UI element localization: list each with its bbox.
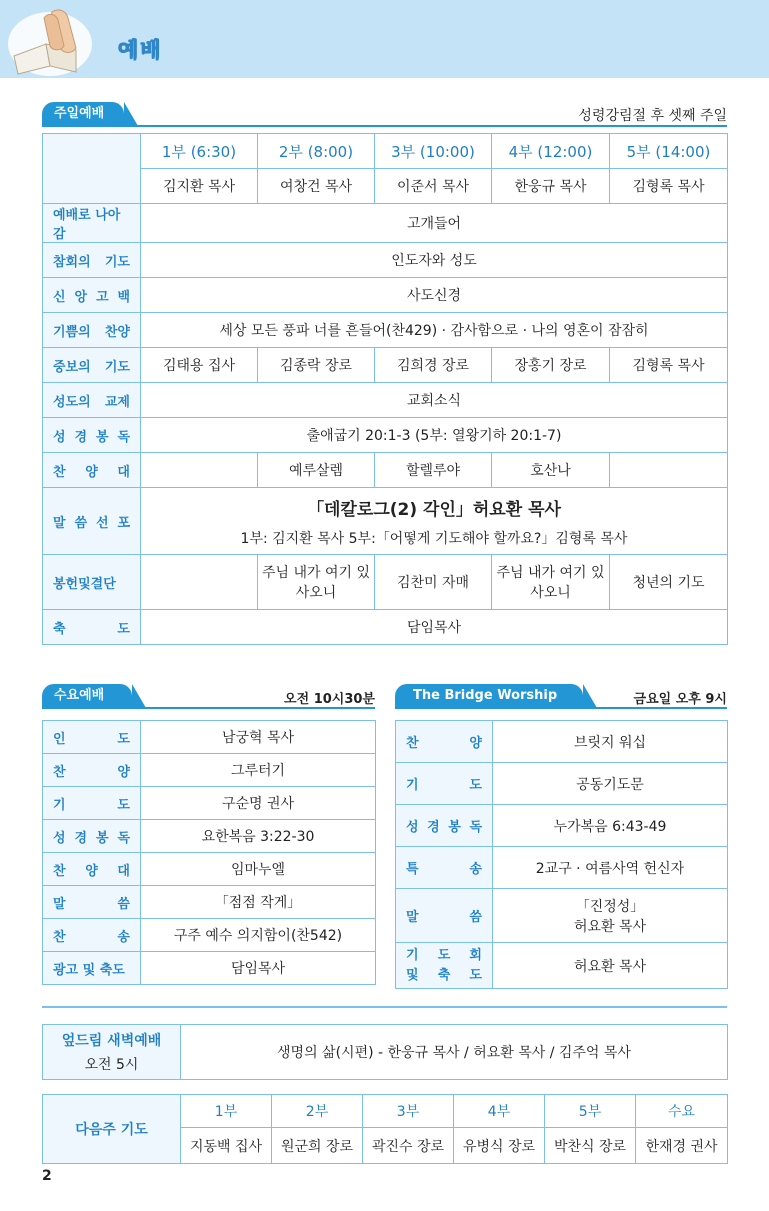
row-label: 축 도 xyxy=(43,610,141,645)
approach-value: 고개들어 xyxy=(141,204,728,243)
next-prayer-table xyxy=(42,1094,728,1164)
header-bar xyxy=(0,0,769,78)
prayer-col: 5부 xyxy=(545,1095,636,1128)
choir-name xyxy=(141,453,258,488)
praying-hands-bible-icon xyxy=(6,4,96,76)
creed-value: 사도신경 xyxy=(141,278,728,313)
row-label: 성 경 봉 독 xyxy=(43,418,141,453)
row-label: 광고 및 축도 xyxy=(43,952,141,985)
row-value: 남궁혁 목사 xyxy=(141,721,376,754)
service-time: 2부 (8:00) xyxy=(258,134,375,169)
prayer-col: 4부 xyxy=(454,1095,545,1128)
dawn-worship-table xyxy=(42,1024,728,1080)
sunday-worship-tab: 주일예배 xyxy=(42,102,124,126)
row-value: 그루터기 xyxy=(141,754,376,787)
choir-name: 호산나 xyxy=(492,453,610,488)
sermon-cell xyxy=(493,889,728,943)
row-label: 봉헌및결단 xyxy=(43,555,141,610)
intercession-name: 김형록 목사 xyxy=(610,348,728,383)
prayer-name: 한재경 권사 xyxy=(636,1128,728,1164)
bridge-time: 금요일 오후 9시 xyxy=(633,692,727,707)
row-label: 찬 양 xyxy=(43,754,141,787)
prayer-name: 박찬식 장로 xyxy=(545,1128,636,1164)
service-leader: 이준서 목사 xyxy=(375,169,492,204)
repent-value: 인도자와 성도 xyxy=(141,243,728,278)
row-label: 특 송 xyxy=(396,847,493,889)
service-time: 4부 (12:00) xyxy=(492,134,610,169)
wednesday-rule xyxy=(42,707,375,709)
row-value: 공동기도문 xyxy=(493,763,728,805)
service-time: 3부 (10:00) xyxy=(375,134,492,169)
sermon-title: 「데칼로그(2) 각인」허요환 목사 xyxy=(307,499,561,520)
offering-song: 주님 내가 여기 있사오니 xyxy=(492,555,610,610)
dawn-label-cell xyxy=(43,1025,181,1080)
row-label: 인 도 xyxy=(43,721,141,754)
prayer-name: 곽진수 장로 xyxy=(363,1128,454,1164)
row-label: 기 도 xyxy=(43,787,141,820)
service-leader: 김지환 목사 xyxy=(141,169,258,204)
page-number: 2 xyxy=(42,1168,52,1184)
choir-name xyxy=(610,453,728,488)
row-label: 말 씀 xyxy=(43,886,141,919)
dawn-label: 엎드림 새벽예배 xyxy=(61,1033,162,1049)
row-label: 찬 양 xyxy=(396,721,493,763)
bridge-rule xyxy=(395,707,727,709)
sunday-worship-table xyxy=(42,133,728,645)
section-divider xyxy=(42,1006,727,1008)
row-value: 담임목사 xyxy=(141,952,376,985)
row-label: 기 도 xyxy=(396,763,493,805)
row-label-line2: 및 축 도 xyxy=(406,967,482,983)
row-value: 「점점 작게」 xyxy=(141,886,376,919)
dawn-time: 오전 5시 xyxy=(84,1057,139,1073)
row-label: 찬 송 xyxy=(43,919,141,952)
row-value: 구순명 권사 xyxy=(141,787,376,820)
prayer-name: 유병식 장로 xyxy=(454,1128,545,1164)
row-value: 브릿지 워십 xyxy=(493,721,728,763)
sunday-rule xyxy=(42,125,727,127)
row-label: 기쁨의 찬양 xyxy=(43,313,141,348)
sermon-preacher: 허요환 목사 xyxy=(573,918,647,935)
wednesday-time: 오전 10시30분 xyxy=(284,692,375,707)
fellowship-value: 교회소식 xyxy=(141,383,728,418)
intercession-name: 김종락 장로 xyxy=(258,348,375,383)
row-label: 기 도 회 xyxy=(406,947,482,963)
page-title: 예배 xyxy=(118,38,163,62)
prayer-col: 3부 xyxy=(363,1095,454,1128)
service-leader: 김형록 목사 xyxy=(610,169,728,204)
prayer-col: 수요 xyxy=(636,1095,728,1128)
corner-cell xyxy=(43,134,141,204)
offering-song: 김찬미 자매 xyxy=(375,555,492,610)
row-value: 허요환 목사 xyxy=(493,943,728,989)
service-leader: 한웅규 목사 xyxy=(492,169,610,204)
row-label: 찬 양 대 xyxy=(43,853,141,886)
offering-song: 청년의 기도 xyxy=(610,555,728,610)
intercession-name: 장홍기 장로 xyxy=(492,348,610,383)
sermon-title: 「진정성」 xyxy=(575,898,645,915)
row-label: 찬 양 대 xyxy=(43,453,141,488)
row-label: 성 경 봉 독 xyxy=(43,820,141,853)
row-label: 성 경 봉 독 xyxy=(396,805,493,847)
row-label: 중보의 기도 xyxy=(43,348,141,383)
wednesday-worship-table xyxy=(42,720,376,985)
offering-song xyxy=(141,555,258,610)
row-label: 예배로 나아감 xyxy=(43,204,141,243)
service-time: 5부 (14:00) xyxy=(610,134,728,169)
choir-name: 예루살렘 xyxy=(258,453,375,488)
wednesday-worship-tab: 수요예배 xyxy=(42,684,132,708)
praise-value: 세상 모든 풍파 너를 흔들어(찬429) · 감사함으로 · 나의 영혼이 잠잠히 xyxy=(141,313,728,348)
sunday-subtitle: 성령강림절 후 셋째 주일 xyxy=(578,108,727,124)
row-label: 성도의 교제 xyxy=(43,383,141,418)
row-label: 말 씀 xyxy=(396,889,493,943)
row-value: 구주 예수 의지함이(찬542) xyxy=(141,919,376,952)
next-prayer-label: 다음주 기도 xyxy=(43,1095,181,1164)
sermon-sub: 1부: 김지환 목사 5부:「어떻게 기도해야 할까요?」김형록 목사 xyxy=(240,530,628,547)
offering-song: 주님 내가 여기 있사오니 xyxy=(258,555,375,610)
dawn-value: 생명의 삶(시편) - 한웅규 목사 / 허요환 목사 / 김주억 목사 xyxy=(181,1025,728,1080)
row-value: 누가복음 6:43-49 xyxy=(493,805,728,847)
row-value: 임마누엘 xyxy=(141,853,376,886)
sermon-cell xyxy=(141,488,728,555)
service-leader: 여창건 목사 xyxy=(258,169,375,204)
prayer-name: 원군희 장로 xyxy=(272,1128,363,1164)
row-label: 신 앙 고 백 xyxy=(43,278,141,313)
bridge-worship-tab: The Bridge Worship xyxy=(395,684,583,708)
reading-value: 출애굽기 20:1-3 (5부: 열왕기하 20:1-7) xyxy=(141,418,728,453)
row-label-cell xyxy=(396,943,493,989)
row-label: 참회의 기도 xyxy=(43,243,141,278)
prayer-col: 2부 xyxy=(272,1095,363,1128)
benediction-value: 담임목사 xyxy=(141,610,728,645)
row-label: 말 씀 선 포 xyxy=(43,488,141,555)
prayer-col: 1부 xyxy=(181,1095,272,1128)
intercession-name: 김태용 집사 xyxy=(141,348,258,383)
prayer-name: 지동백 집사 xyxy=(181,1128,272,1164)
bridge-worship-table xyxy=(395,720,728,989)
service-time: 1부 (6:30) xyxy=(141,134,258,169)
row-value: 요한복음 3:22-30 xyxy=(141,820,376,853)
choir-name: 할렐루야 xyxy=(375,453,492,488)
intercession-name: 김희경 장로 xyxy=(375,348,492,383)
row-value: 2교구 · 여름사역 헌신자 xyxy=(493,847,728,889)
